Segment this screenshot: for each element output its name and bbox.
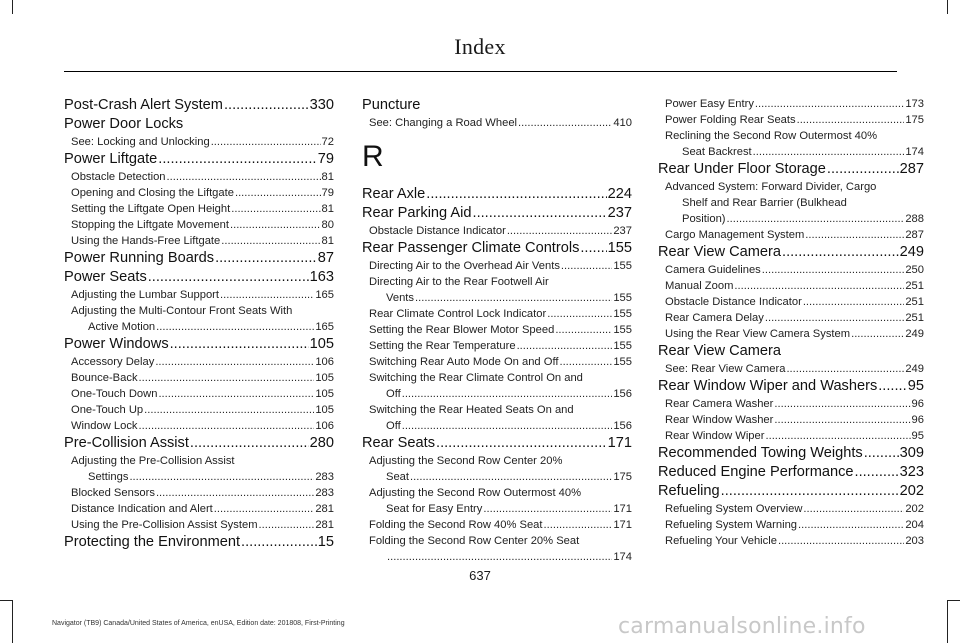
watermark: carmanualsonline.info [618, 614, 866, 639]
index-subentry-text: Reclining the Second Row Outermost 40% [665, 130, 878, 142]
index-subentry[interactable] [362, 258, 632, 274]
index-subentry[interactable] [658, 361, 924, 377]
dot-leader [211, 134, 321, 150]
index-subentry[interactable] [362, 549, 632, 565]
index-subentry[interactable] [64, 501, 334, 517]
entry-label: Rear Window Wiper [665, 430, 765, 442]
page-reference: 281 [315, 503, 334, 515]
index-subentry[interactable] [658, 294, 924, 310]
dot-leader [158, 150, 316, 169]
index-subentry-text: Adjusting the Second Row Outermost 40% [369, 487, 582, 499]
index-subentry[interactable] [64, 287, 334, 303]
dot-leader [473, 204, 607, 223]
page-reference: 155 [613, 292, 632, 304]
crop-mark [947, 600, 960, 601]
index-heading: Rear View Camera [658, 343, 782, 359]
entry-label: One-Touch Down [71, 388, 158, 400]
entry-label: Opening and Closing the Liftgate [71, 187, 234, 199]
page-reference: 156 [613, 388, 632, 400]
dot-leader [230, 217, 321, 233]
index-subentry[interactable] [658, 517, 924, 533]
entry-label: Stopping the Liftgate Movement [71, 219, 229, 231]
dot-leader [878, 377, 907, 396]
entry-label: Cargo Management System [665, 229, 805, 241]
page-reference: 81 [321, 203, 334, 215]
entry-label: Rear Under Floor Storage [658, 161, 826, 177]
index-entry[interactable] [64, 335, 334, 354]
entry-label: Active Motion [88, 321, 156, 333]
index-entry[interactable] [64, 434, 334, 453]
page-reference: 80 [321, 219, 334, 231]
entry-label: Refueling [658, 483, 720, 499]
page-reference: 175 [613, 471, 632, 483]
entry-label: Using the Pre-Collision Assist System [71, 519, 258, 531]
dot-leader [129, 469, 314, 485]
index-subentry[interactable] [362, 469, 632, 485]
page-reference: 105 [315, 372, 334, 384]
page-reference: 330 [309, 97, 334, 113]
dot-leader [241, 533, 317, 552]
page-reference: 155 [613, 260, 632, 272]
entry-label: Vents [386, 292, 414, 304]
index-subentry[interactable] [658, 278, 924, 294]
dot-leader [426, 185, 606, 204]
index-entry[interactable] [658, 482, 924, 501]
entry-label: Setting the Liftgate Open Height [71, 203, 231, 215]
index-entry[interactable] [64, 533, 334, 552]
index-heading: Puncture [362, 97, 421, 113]
dot-leader [155, 354, 314, 370]
footer-edition: Navigator (TB9) Canada/United States of America, enUSA, Edition date: 201808, First-Printing [52, 620, 345, 627]
index-entry[interactable] [658, 463, 924, 482]
entry-label: Folding the Second Row 40% Seat [369, 519, 543, 531]
dot-leader [765, 310, 904, 326]
index-subentry[interactable] [64, 485, 334, 501]
entry-label: Rear Camera Delay [665, 312, 764, 324]
page-reference: 163 [309, 269, 334, 285]
dot-leader [410, 469, 612, 485]
index-subentry[interactable] [64, 517, 334, 533]
index-entry[interactable] [64, 268, 334, 287]
entry-label: Power Liftgate [64, 151, 158, 167]
page-reference: 87 [317, 250, 334, 266]
entry-label: Bounce-Back [71, 372, 138, 384]
entry-label: Window Lock [71, 420, 138, 432]
dot-leader [231, 201, 320, 217]
index-subentry[interactable] [658, 211, 924, 227]
page-reference: 15 [317, 534, 334, 550]
index-subentry[interactable] [362, 115, 632, 131]
entry-label: Position) [682, 213, 726, 225]
dot-leader [805, 227, 904, 243]
entry-label: Off [386, 388, 401, 400]
index-subentry[interactable] [362, 338, 632, 354]
entry-label: One-Touch Up [71, 404, 144, 416]
index-entry[interactable] [658, 160, 924, 179]
entry-label: Seat Backrest [682, 146, 752, 158]
page-reference: 204 [905, 519, 924, 531]
entry-label: Reduced Engine Performance [658, 464, 854, 480]
entry-label: Rear Camera Washer [665, 398, 774, 410]
index-subentry[interactable] [658, 310, 924, 326]
entry-label: Rear Axle [362, 186, 426, 202]
index-subentry[interactable] [64, 402, 334, 418]
index-subentry[interactable] [658, 262, 924, 278]
index-subentry-text: Directing Air to the Rear Footwell Air [369, 276, 549, 288]
dot-leader [158, 386, 314, 402]
dot-leader [214, 501, 315, 517]
entry-label: Adjusting the Lumbar Support [71, 289, 220, 301]
dot-leader [547, 306, 612, 322]
dot-leader [518, 115, 612, 131]
dot-leader [235, 185, 321, 201]
entry-label: Obstacle Distance Indicator [665, 296, 802, 308]
dot-leader [156, 319, 314, 335]
entry-label: Off [386, 420, 401, 432]
index-subentry[interactable] [64, 134, 334, 150]
page-reference: 155 [613, 340, 632, 352]
index-subentry[interactable] [362, 306, 632, 322]
entry-label: Protecting the Environment [64, 534, 241, 550]
page-reference: 81 [321, 171, 334, 183]
entry-label: Power Folding Rear Seats [665, 114, 796, 126]
page-reference: 251 [905, 312, 924, 324]
page-reference: 283 [315, 487, 334, 499]
index-subentry[interactable] [658, 227, 924, 243]
dot-leader [517, 338, 613, 354]
index-subentry[interactable] [64, 233, 334, 249]
index-subentry[interactable] [64, 370, 334, 386]
index-column-1 [64, 96, 334, 552]
index-subentry-text: Switching the Rear Climate Control On and [369, 372, 583, 384]
page-reference: 410 [613, 117, 632, 129]
page-reference: 224 [607, 186, 632, 202]
entry-label: Settings [88, 471, 129, 483]
dot-leader [797, 112, 905, 128]
index-entry[interactable] [64, 150, 334, 169]
entry-label: Manual Zoom [665, 280, 734, 292]
crop-mark [12, 600, 13, 643]
entry-label: See: Changing a Road Wheel [369, 117, 518, 129]
page-reference: 249 [899, 244, 924, 260]
dot-leader [855, 463, 899, 482]
page-reference: 175 [905, 114, 924, 126]
index-subentry[interactable] [658, 144, 924, 160]
dot-leader [762, 262, 905, 278]
page-reference: 95 [907, 378, 924, 394]
dot-leader [156, 485, 314, 501]
index-subentry[interactable] [658, 96, 924, 112]
entry-label: Rear Seats [362, 435, 436, 451]
index-entry[interactable] [658, 444, 924, 463]
index-entry[interactable] [362, 185, 632, 204]
index-subentry[interactable] [362, 290, 632, 306]
entry-label: Using the Rear View Camera System [665, 328, 851, 340]
entry-label: Refueling System Warning [665, 519, 798, 531]
page-reference: 174 [613, 551, 632, 563]
entry-label: Directing Air to the Overhead Air Vents [369, 260, 560, 272]
page-reference: 95 [911, 430, 924, 442]
entry-label: Accessory Delay [71, 356, 155, 368]
page-reference: 173 [905, 98, 924, 110]
entry-label: Power Running Boards [64, 250, 215, 266]
page-reference: 250 [905, 264, 924, 276]
index-subentry-text: Advanced System: Forward Divider, Cargo [665, 181, 877, 193]
page-reference: 96 [911, 414, 924, 426]
page-reference: 155 [613, 308, 632, 320]
crop-mark [0, 600, 12, 601]
index-subentry[interactable] [362, 354, 632, 370]
index-subentry-text: Adjusting the Multi-Contour Front Seats With [71, 305, 293, 317]
index-subentry[interactable] [64, 169, 334, 185]
index-letter-heading: R [362, 140, 384, 173]
page-reference: 251 [905, 280, 924, 292]
page-reference: 249 [905, 363, 924, 375]
page-reference: 165 [315, 289, 334, 301]
dot-leader [734, 278, 904, 294]
page-reference: 105 [309, 336, 334, 352]
page-reference: 251 [905, 296, 924, 308]
page-reference: 174 [905, 146, 924, 158]
crop-mark [947, 0, 948, 14]
index-entry[interactable] [658, 377, 924, 396]
index-subentry[interactable] [658, 326, 924, 342]
index-subentry[interactable] [658, 428, 924, 444]
index-subentry[interactable] [64, 185, 334, 201]
entry-label: Switching Rear Auto Mode On and Off [369, 356, 559, 368]
crop-mark [947, 600, 948, 643]
dot-leader [782, 243, 899, 262]
index-column-3 [658, 96, 924, 549]
page-reference: 281 [315, 519, 334, 531]
index-subentry-text: Adjusting the Second Row Center 20% [369, 455, 563, 467]
crop-mark [12, 0, 13, 14]
index-entry[interactable] [362, 434, 632, 453]
page-reference: 202 [905, 503, 924, 515]
index-subentry[interactable] [658, 396, 924, 412]
entry-label: Seat for Easy Entry [386, 503, 483, 515]
index-subentry[interactable] [362, 418, 632, 434]
entry-label: Rear Window Washer [665, 414, 774, 426]
dot-leader [774, 396, 910, 412]
page-reference: 156 [613, 420, 632, 432]
page-reference: 280 [309, 435, 334, 451]
index-subentry[interactable] [362, 386, 632, 402]
index-subentry[interactable] [64, 386, 334, 402]
index-entry[interactable] [64, 249, 334, 268]
dot-leader [402, 386, 613, 402]
dot-leader [803, 501, 904, 517]
dot-leader [148, 268, 309, 287]
index-subentry-text: Shelf and Rear Barrier (Bulkhead [682, 197, 847, 209]
index-subentry[interactable] [362, 517, 632, 533]
dot-leader [221, 233, 320, 249]
entry-label: Blocked Sensors [71, 487, 155, 499]
page-reference: 237 [613, 225, 632, 237]
entry-label: Using the Hands-Free Liftgate [71, 235, 221, 247]
dot-leader [259, 517, 315, 533]
dot-leader [402, 418, 613, 434]
entry-label: Obstacle Distance Indicator [369, 225, 506, 237]
entry-label: Rear Passenger Climate Controls [362, 240, 580, 256]
index-subentry[interactable] [658, 112, 924, 128]
dot-leader [167, 169, 321, 185]
page-reference: 105 [315, 404, 334, 416]
entry-label: Setting the Rear Blower Motor Speed [369, 324, 555, 336]
page-reference: 203 [905, 535, 924, 547]
dot-leader [387, 549, 612, 565]
index-subentry[interactable] [64, 319, 334, 335]
page-reference: 106 [315, 356, 334, 368]
index-subentry[interactable] [64, 217, 334, 233]
page-reference: 165 [315, 321, 334, 333]
entry-label: Rear View Camera [658, 244, 782, 260]
page-reference: 287 [905, 229, 924, 241]
entry-label: Distance Indication and Alert [71, 503, 213, 515]
index-entry[interactable] [64, 96, 334, 115]
entry-label: Obstacle Detection [71, 171, 166, 183]
index-heading: Power Door Locks [64, 116, 184, 132]
page-reference: 171 [613, 503, 632, 515]
dot-leader [224, 96, 309, 115]
entry-label: Refueling Your Vehicle [665, 535, 777, 547]
entry-label: Rear Parking Aid [362, 205, 472, 221]
page-reference: 155 [613, 356, 632, 368]
dot-leader [851, 326, 904, 342]
page-reference: 287 [899, 161, 924, 177]
dot-leader [170, 335, 309, 354]
page-title: Index [454, 34, 506, 59]
index-entry[interactable] [362, 204, 632, 223]
page-reference: 79 [317, 151, 334, 167]
dot-leader [561, 258, 612, 274]
index-subentry-text: Folding the Second Row Center 20% Seat [369, 535, 580, 547]
entry-label: See: Rear View Camera [665, 363, 786, 375]
dot-leader [190, 434, 309, 453]
index-entry[interactable] [362, 239, 632, 258]
dot-leader [139, 418, 315, 434]
entry-label: Recommended Towing Weights [658, 445, 863, 461]
entry-label: Camera Guidelines [665, 264, 761, 276]
entry-label: Rear Window Wiper and Washers [658, 378, 878, 394]
dot-leader [721, 482, 899, 501]
dot-leader [778, 533, 904, 549]
dot-leader [774, 412, 910, 428]
index-subentry[interactable] [64, 469, 334, 485]
page-reference: 72 [321, 136, 334, 148]
page-reference: 288 [905, 213, 924, 225]
page-number: 637 [469, 568, 491, 583]
title-divider [64, 71, 897, 72]
index-subentry[interactable] [362, 223, 632, 239]
index-subentry[interactable] [64, 201, 334, 217]
dot-leader [139, 370, 315, 386]
index-subentry[interactable] [64, 354, 334, 370]
dot-leader [753, 144, 905, 160]
index-subentry[interactable] [362, 501, 632, 517]
dot-leader [507, 223, 613, 239]
dot-leader [786, 361, 904, 377]
index-subentry-text: Adjusting the Pre-Collision Assist [71, 455, 235, 467]
entry-label: Post-Crash Alert System [64, 97, 223, 113]
index-subentry[interactable] [658, 412, 924, 428]
index-subentry[interactable] [658, 533, 924, 549]
dot-leader [798, 517, 904, 533]
page-reference: 96 [911, 398, 924, 410]
dot-leader [755, 96, 904, 112]
page-reference: 155 [613, 324, 632, 336]
entry-label: Power Easy Entry [665, 98, 754, 110]
dot-leader [220, 287, 314, 303]
entry-label: Power Windows [64, 336, 169, 352]
index-subentry[interactable] [64, 418, 334, 434]
index-entry[interactable] [658, 243, 924, 262]
dot-leader [144, 402, 314, 418]
dot-leader [580, 239, 606, 258]
page-reference: 79 [321, 187, 334, 199]
page-reference: 171 [607, 435, 632, 451]
entry-label: Refueling System Overview [665, 503, 803, 515]
entry-label: Setting the Rear Temperature [369, 340, 516, 352]
page-reference: 309 [899, 445, 924, 461]
dot-leader [555, 322, 612, 338]
dot-leader [827, 160, 899, 179]
dot-leader [544, 517, 613, 533]
dot-leader [864, 444, 899, 463]
page-reference: 202 [899, 483, 924, 499]
page-reference: 283 [315, 471, 334, 483]
dot-leader [727, 211, 905, 227]
entry-label: Pre-Collision Assist [64, 435, 189, 451]
dot-leader [803, 294, 905, 310]
index-subentry[interactable] [362, 322, 632, 338]
dot-leader [559, 354, 612, 370]
page-reference: 105 [315, 388, 334, 400]
entry-label: Power Seats [64, 269, 147, 285]
entry-label: See: Locking and Unlocking [71, 136, 210, 148]
page-reference: 249 [905, 328, 924, 340]
page-reference: 323 [899, 464, 924, 480]
dot-leader [483, 501, 612, 517]
entry-label: Rear Climate Control Lock Indicator [369, 308, 547, 320]
dot-leader [415, 290, 612, 306]
page-reference: 155 [607, 240, 632, 256]
page-reference: 171 [613, 519, 632, 531]
index-subentry-text: Switching the Rear Heated Seats On and [369, 404, 574, 416]
page-reference: 106 [315, 420, 334, 432]
entry-label: Seat [386, 471, 410, 483]
page-reference: 81 [321, 235, 334, 247]
dot-leader [765, 428, 910, 444]
page-reference: 237 [607, 205, 632, 221]
dot-leader [215, 249, 317, 268]
index-subentry[interactable] [658, 501, 924, 517]
dot-leader [436, 434, 607, 453]
index-column-2 [362, 96, 632, 565]
